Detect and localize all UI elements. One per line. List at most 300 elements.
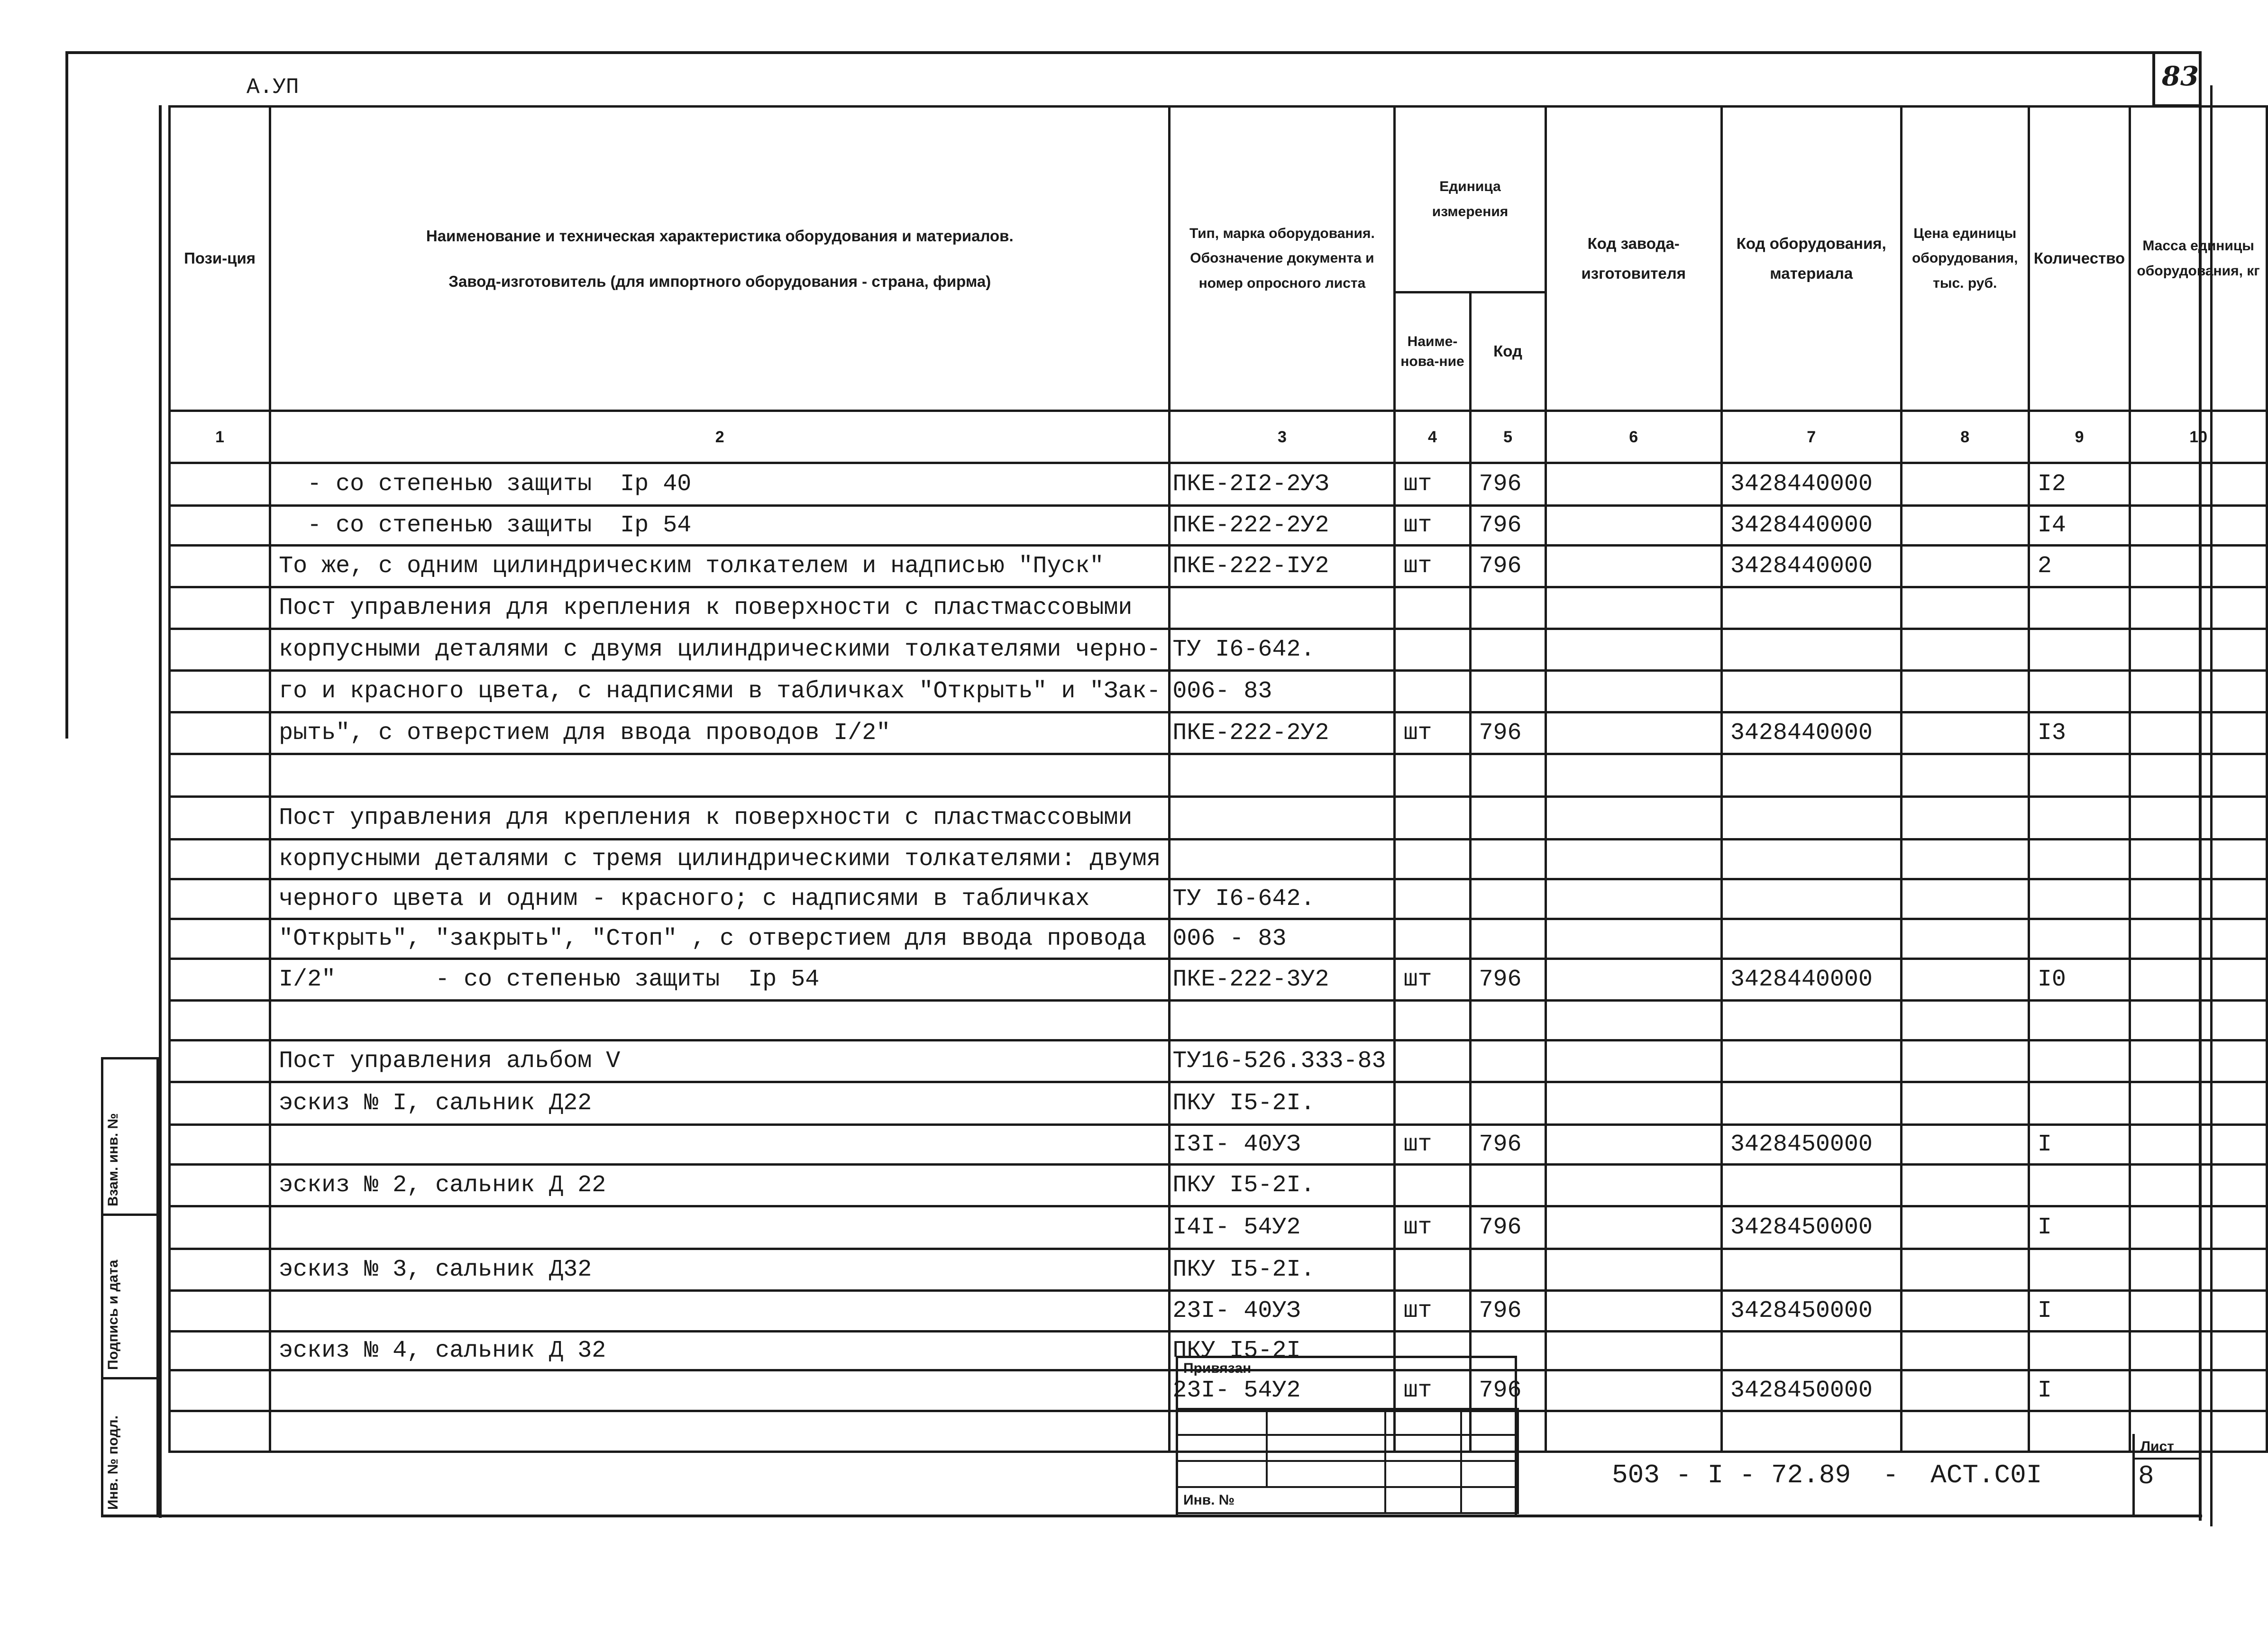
cell-price <box>1901 629 2029 671</box>
side-label-inv-podl: Инв. № подл. <box>105 1415 121 1510</box>
cell-maker-code <box>1546 1370 1721 1411</box>
stamp-cell <box>1461 1487 1518 1513</box>
cell-type: ПКЕ-222-2У2 <box>1170 506 1395 546</box>
cell-quantity <box>2029 1001 2130 1040</box>
cell-unit-name <box>1395 1040 1470 1082</box>
cell-type: I3I- 40УЗ <box>1170 1125 1395 1165</box>
table-row <box>170 959 2267 1001</box>
cell-position <box>170 959 270 1001</box>
cell-name: корпусными деталями с двумя цилиндрическими толкателями черно- <box>270 629 1170 671</box>
cell-price <box>1901 671 2029 712</box>
cell-name <box>270 1411 1170 1452</box>
cell-quantity <box>2029 1082 2130 1125</box>
cell-position <box>170 1411 270 1452</box>
header-unit-group: Единица измерения <box>1395 107 1546 292</box>
cell-name <box>270 1125 1170 1165</box>
cell-mass <box>2130 463 2267 506</box>
page-mark: 83 <box>2162 61 2199 92</box>
cell-maker-code <box>1546 1082 1721 1125</box>
cell-name <box>270 1206 1170 1249</box>
table-row <box>170 1165 2267 1206</box>
cell-quantity <box>2029 1165 2130 1206</box>
cell-quantity <box>2029 754 2130 797</box>
cell-equip-code: 3428450000 <box>1721 1370 1901 1411</box>
table-row <box>170 463 2267 506</box>
cell-unit-code <box>1470 629 1546 671</box>
cell-type: 006 - 83 <box>1170 919 1395 959</box>
cell-mass <box>2130 754 2267 797</box>
cell-name <box>270 1370 1170 1411</box>
frame-table-left-line <box>159 105 162 1518</box>
cell-name: Пост управления альбом V <box>270 1040 1170 1082</box>
cell-quantity <box>2029 671 2130 712</box>
cell-name <box>270 1001 1170 1040</box>
cell-equip-code <box>1721 1332 1901 1370</box>
cell-price <box>1901 919 2029 959</box>
column-number: 1 <box>170 411 270 463</box>
cell-position <box>170 840 270 879</box>
cell-unit-name: шт <box>1395 506 1470 546</box>
stamp-inv-no: Инв. № <box>1183 1492 1235 1508</box>
table-row <box>170 1291 2267 1332</box>
stamp-privyazan: Привязан <box>1183 1360 1252 1376</box>
table-row <box>170 1082 2267 1125</box>
table-row <box>170 1040 2267 1082</box>
table-row <box>170 712 2267 754</box>
cell-position <box>170 463 270 506</box>
cell-price <box>1901 840 2029 879</box>
cell-position <box>170 1332 270 1370</box>
cell-quantity: I <box>2029 1125 2130 1165</box>
cell-unit-code <box>1470 754 1546 797</box>
cell-maker-code <box>1546 546 1721 587</box>
cell-equip-code <box>1721 1249 1901 1291</box>
cell-mass <box>2130 629 2267 671</box>
cell-equip-code <box>1721 797 1901 840</box>
table-row <box>170 629 2267 671</box>
cell-position <box>170 506 270 546</box>
header-price: Цена единицы оборудования, тыс. руб. <box>1901 107 2029 411</box>
cell-type: 23I- 54У2 <box>1170 1370 1395 1411</box>
cell-maker-code <box>1546 463 1721 506</box>
cell-position <box>170 1001 270 1040</box>
cell-type: ТУ I6-642. <box>1170 629 1395 671</box>
stamp-grid <box>1176 1408 1519 1514</box>
header-unit-name: Наиме-нова-ние <box>1395 292 1470 411</box>
side-label-divider <box>101 1377 159 1379</box>
table-row <box>170 671 2267 712</box>
cell-price <box>1901 1411 2029 1452</box>
cell-maker-code <box>1546 1165 1721 1206</box>
cell-name: I/2" - со степенью защиты Ip 54 <box>270 959 1170 1001</box>
table-row <box>170 754 2267 797</box>
cell-maker-code <box>1546 712 1721 754</box>
cell-quantity: I4 <box>2029 506 2130 546</box>
cell-mass <box>2130 1332 2267 1370</box>
cell-maker-code <box>1546 587 1721 629</box>
cell-quantity: I <box>2029 1370 2130 1411</box>
cell-type: ПКЕ-222-3У2 <box>1170 959 1395 1001</box>
cell-price <box>1901 506 2029 546</box>
cell-unit-code: 796 <box>1470 1291 1546 1332</box>
cell-unit-name <box>1395 919 1470 959</box>
cell-type <box>1170 797 1395 840</box>
cell-maker-code <box>1546 1206 1721 1249</box>
cell-quantity <box>2029 919 2130 959</box>
table-row <box>170 840 2267 879</box>
document-section-code: А.УП <box>247 75 299 100</box>
cell-name <box>270 1291 1170 1332</box>
cell-price <box>1901 1040 2029 1082</box>
cell-quantity <box>2029 797 2130 840</box>
cell-mass <box>2130 1125 2267 1165</box>
cell-unit-code <box>1470 840 1546 879</box>
cell-unit-code <box>1470 919 1546 959</box>
header-equip-code: Код оборудования, материала <box>1721 107 1901 411</box>
cell-equip-code <box>1721 919 1901 959</box>
cell-price <box>1901 546 2029 587</box>
frame-left-line <box>65 51 68 739</box>
stamp-cell-inv <box>1177 1487 1267 1513</box>
cell-quantity: I0 <box>2029 959 2130 1001</box>
cell-name: черного цвета и одним - красного; с надписями в табличках <box>270 879 1170 919</box>
cell-maker-code <box>1546 797 1721 840</box>
cell-unit-code: 796 <box>1470 1206 1546 1249</box>
cell-equip-code <box>1721 754 1901 797</box>
cell-quantity: I <box>2029 1206 2130 1249</box>
header-name-line1: Наименование и техническая характеристика оборудования и материалов. <box>426 227 1014 245</box>
frame-top-line <box>66 51 2200 54</box>
column-number: 8 <box>1901 411 2029 463</box>
cell-mass <box>2130 1291 2267 1332</box>
header-name <box>270 107 1170 411</box>
cell-unit-name: шт <box>1395 1370 1470 1411</box>
cell-type: ПКЕ-2I2-2УЗ <box>1170 463 1395 506</box>
cell-unit-name: шт <box>1395 1291 1470 1332</box>
cell-name: эскиз № 2, сальник Д 22 <box>270 1165 1170 1206</box>
cell-unit-code <box>1470 587 1546 629</box>
cell-mass <box>2130 797 2267 840</box>
cell-unit-code: 796 <box>1470 1125 1546 1165</box>
cell-quantity <box>2029 629 2130 671</box>
cell-unit-name: шт <box>1395 712 1470 754</box>
cell-name: - со степенью защиты Ip 40 <box>270 463 1170 506</box>
cell-type <box>1170 1001 1395 1040</box>
cell-maker-code <box>1546 919 1721 959</box>
cell-quantity <box>2029 1249 2130 1291</box>
cell-mass <box>2130 546 2267 587</box>
table-row <box>170 506 2267 546</box>
cell-price <box>1901 754 2029 797</box>
cell-type: ПКУ I5-2I. <box>1170 1165 1395 1206</box>
cell-unit-code <box>1470 797 1546 840</box>
cell-maker-code <box>1546 671 1721 712</box>
cell-position <box>170 879 270 919</box>
cell-price <box>1901 1249 2029 1291</box>
column-number: 10 <box>2130 411 2267 463</box>
cell-position <box>170 629 270 671</box>
header-mass: Масса единицы оборудования, кг <box>2130 107 2267 411</box>
cell-mass <box>2130 712 2267 754</box>
cell-unit-code: 796 <box>1470 712 1546 754</box>
cell-position <box>170 1370 270 1411</box>
side-label-divider <box>101 1214 159 1216</box>
cell-maker-code <box>1546 754 1721 797</box>
cell-unit-name <box>1395 840 1470 879</box>
cell-position <box>170 712 270 754</box>
cell-unit-name: шт <box>1395 1125 1470 1165</box>
column-number: 3 <box>1170 411 1395 463</box>
cell-maker-code <box>1546 959 1721 1001</box>
cell-position <box>170 1206 270 1249</box>
table-row <box>170 1001 2267 1040</box>
column-number: 2 <box>270 411 1170 463</box>
stamp-cell <box>1177 1435 1267 1461</box>
cell-name: Пост управления для крепления к поверхности с пластмассовыми <box>270 587 1170 629</box>
header-unit-code: Код <box>1470 292 1546 411</box>
cell-type: ТУ16-526.333-83 <box>1170 1040 1395 1082</box>
cell-mass <box>2130 671 2267 712</box>
cell-type: ТУ I6-642. <box>1170 879 1395 919</box>
cell-price <box>1901 587 2029 629</box>
cell-mass <box>2130 1082 2267 1125</box>
stamp-cell <box>1267 1461 1385 1487</box>
cell-position <box>170 587 270 629</box>
cell-unit-name <box>1395 1165 1470 1206</box>
cell-unit-code: 796 <box>1470 959 1546 1001</box>
cell-position <box>170 754 270 797</box>
cell-price <box>1901 1332 2029 1370</box>
cell-equip-code: 3428440000 <box>1721 463 1901 506</box>
cell-name: Пост управления для крепления к поверхности с пластмассовыми <box>270 797 1170 840</box>
cell-position <box>170 797 270 840</box>
stamp-cell <box>1385 1461 1461 1487</box>
cell-unit-code <box>1470 1165 1546 1206</box>
sheet-box-divider <box>2132 1458 2201 1460</box>
cell-price <box>1901 1001 2029 1040</box>
specification-table <box>168 105 2268 1453</box>
stamp-cell <box>1385 1487 1461 1513</box>
cell-name: го и красного цвета, с надписями в табличках "Открыть" и "Зак- <box>270 671 1170 712</box>
sheet-label: Лист <box>2140 1439 2174 1454</box>
cell-unit-name: шт <box>1395 959 1470 1001</box>
cell-equip-code <box>1721 879 1901 919</box>
cell-unit-code: 796 <box>1470 1370 1546 1411</box>
cell-type: ПКУ I5-2I. <box>1170 1082 1395 1125</box>
stamp-cell <box>1461 1461 1518 1487</box>
cell-unit-name: шт <box>1395 546 1470 587</box>
cell-mass <box>2130 1370 2267 1411</box>
document-code: 503 - I - 72.89 - АСТ.С0I <box>1612 1460 2042 1490</box>
cell-type <box>1170 587 1395 629</box>
cell-equip-code: 3428440000 <box>1721 506 1901 546</box>
table-row <box>170 1249 2267 1291</box>
table-row <box>170 546 2267 587</box>
column-number-row <box>170 411 2267 463</box>
cell-price <box>1901 712 2029 754</box>
cell-position <box>170 1125 270 1165</box>
cell-equip-code <box>1721 1001 1901 1040</box>
cell-equip-code: 3428440000 <box>1721 959 1901 1001</box>
cell-equip-code: 3428450000 <box>1721 1206 1901 1249</box>
cell-price <box>1901 1165 2029 1206</box>
stamp-cell <box>1461 1435 1518 1461</box>
cell-name: То же, с одним цилиндрическим толкателем и надписью "Пуск" <box>270 546 1170 587</box>
sheet-number: 8 <box>2138 1461 2154 1491</box>
cell-name <box>270 754 1170 797</box>
cell-mass <box>2130 959 2267 1001</box>
cell-type: ПКУ I5-2I. <box>1170 1249 1395 1291</box>
header-name-line2: Завод-изготовитель (для импортного оборудования - страна, фирма) <box>448 272 991 290</box>
cell-mass <box>2130 1249 2267 1291</box>
cell-type: ПКЕ-222-IУ2 <box>1170 546 1395 587</box>
column-number: 5 <box>1470 411 1546 463</box>
cell-quantity: I <box>2029 1291 2130 1332</box>
column-number: 7 <box>1721 411 1901 463</box>
cell-price <box>1901 463 2029 506</box>
cell-position <box>170 919 270 959</box>
stamp-cell <box>1461 1409 1518 1435</box>
stamp-cell <box>1385 1409 1461 1435</box>
cell-quantity: I2 <box>2029 463 2130 506</box>
side-label-vzam: Взам. инв. № <box>105 1113 121 1206</box>
cell-type <box>1170 840 1395 879</box>
cell-equip-code: 3428440000 <box>1721 546 1901 587</box>
cell-equip-code <box>1721 1082 1901 1125</box>
cell-position <box>170 1082 270 1125</box>
cell-equip-code <box>1721 1165 1901 1206</box>
cell-price <box>1901 1125 2029 1165</box>
table-row <box>170 1206 2267 1249</box>
cell-name: - со степенью защиты Ip 54 <box>270 506 1170 546</box>
cell-unit-code <box>1470 671 1546 712</box>
cell-name: эскиз № I, сальник Д22 <box>270 1082 1170 1125</box>
cell-maker-code <box>1546 1249 1721 1291</box>
cell-unit-code <box>1470 1001 1546 1040</box>
cell-equip-code: 3428450000 <box>1721 1291 1901 1332</box>
cell-equip-code: 3428450000 <box>1721 1125 1901 1165</box>
cell-price <box>1901 959 2029 1001</box>
cell-mass <box>2130 879 2267 919</box>
cell-maker-code <box>1546 506 1721 546</box>
cell-unit-code <box>1470 1040 1546 1082</box>
cell-position <box>170 546 270 587</box>
cell-position <box>170 1165 270 1206</box>
side-label-podpis: Подпись и дата <box>105 1260 121 1370</box>
cell-unit-code: 796 <box>1470 546 1546 587</box>
cell-unit-name: шт <box>1395 463 1470 506</box>
cell-unit-code <box>1470 1249 1546 1291</box>
cell-quantity <box>2029 1411 2130 1452</box>
stamp-cell <box>1177 1461 1267 1487</box>
cell-position <box>170 1249 270 1291</box>
cell-name: "Открыть", "закрыть", "Стоп" , с отверстием для ввода провода <box>270 919 1170 959</box>
cell-price <box>1901 797 2029 840</box>
stamp-cell <box>1267 1409 1385 1435</box>
cell-price <box>1901 1370 2029 1411</box>
cell-quantity: 2 <box>2029 546 2130 587</box>
cell-mass <box>2130 1001 2267 1040</box>
header-quantity: Количество <box>2029 107 2130 411</box>
column-number: 4 <box>1395 411 1470 463</box>
cell-name: эскиз № 3, сальник Д32 <box>270 1249 1170 1291</box>
stamp-cell <box>1267 1435 1385 1461</box>
cell-unit-name <box>1395 797 1470 840</box>
cell-position <box>170 1291 270 1332</box>
cell-unit-name <box>1395 1082 1470 1125</box>
table-row <box>170 879 2267 919</box>
cell-type: 23I- 40УЗ <box>1170 1291 1395 1332</box>
cell-mass <box>2130 506 2267 546</box>
cell-equip-code <box>1721 671 1901 712</box>
cell-position <box>170 1040 270 1082</box>
table-row <box>170 797 2267 840</box>
cell-unit-name <box>1395 671 1470 712</box>
table-row <box>170 919 2267 959</box>
cell-unit-code <box>1470 1082 1546 1125</box>
stamp-cell <box>1177 1409 1267 1435</box>
cell-quantity <box>2029 587 2130 629</box>
cell-maker-code <box>1546 1001 1721 1040</box>
cell-unit-name <box>1395 629 1470 671</box>
column-number: 6 <box>1546 411 1721 463</box>
cell-unit-code: 796 <box>1470 463 1546 506</box>
header-row <box>170 107 2267 292</box>
cell-mass <box>2130 919 2267 959</box>
cell-mass <box>2130 1206 2267 1249</box>
cell-maker-code <box>1546 1040 1721 1082</box>
cell-mass <box>2130 1040 2267 1082</box>
cell-quantity <box>2029 1040 2130 1082</box>
cell-position <box>170 671 270 712</box>
cell-price <box>1901 1291 2029 1332</box>
cell-price <box>1901 1206 2029 1249</box>
cell-unit-code: 796 <box>1470 506 1546 546</box>
cell-unit-name <box>1395 1249 1470 1291</box>
cell-equip-code <box>1721 1411 1901 1452</box>
cell-maker-code <box>1546 840 1721 879</box>
cell-maker-code <box>1546 1291 1721 1332</box>
stamp-cell <box>1267 1487 1385 1513</box>
cell-maker-code <box>1546 629 1721 671</box>
cell-maker-code <box>1546 879 1721 919</box>
cell-equip-code <box>1721 587 1901 629</box>
cell-equip-code <box>1721 1040 1901 1082</box>
cell-quantity <box>2029 840 2130 879</box>
cell-price <box>1901 1082 2029 1125</box>
cell-unit-name <box>1395 1001 1470 1040</box>
cell-mass <box>2130 587 2267 629</box>
cell-type: 006- 83 <box>1170 671 1395 712</box>
cell-name: рыть", с отверстием для ввода проводов I/2" <box>270 712 1170 754</box>
header-maker-code: Код завода-изготовителя <box>1546 107 1721 411</box>
cell-unit-name <box>1395 587 1470 629</box>
cell-maker-code <box>1546 1125 1721 1165</box>
cell-type <box>1170 754 1395 797</box>
cell-unit-name <box>1395 754 1470 797</box>
cell-type: ПКЕ-222-2У2 <box>1170 712 1395 754</box>
column-number: 9 <box>2029 411 2130 463</box>
cell-type: ПКУ I5-2I <box>1170 1332 1395 1370</box>
cell-equip-code: 3428440000 <box>1721 712 1901 754</box>
cell-unit-code <box>1470 879 1546 919</box>
cell-maker-code <box>1546 1332 1721 1370</box>
cell-type: I4I- 54У2 <box>1170 1206 1395 1249</box>
cell-unit-name: шт <box>1395 1206 1470 1249</box>
cell-equip-code <box>1721 840 1901 879</box>
cell-unit-name <box>1395 879 1470 919</box>
cell-mass <box>2130 840 2267 879</box>
